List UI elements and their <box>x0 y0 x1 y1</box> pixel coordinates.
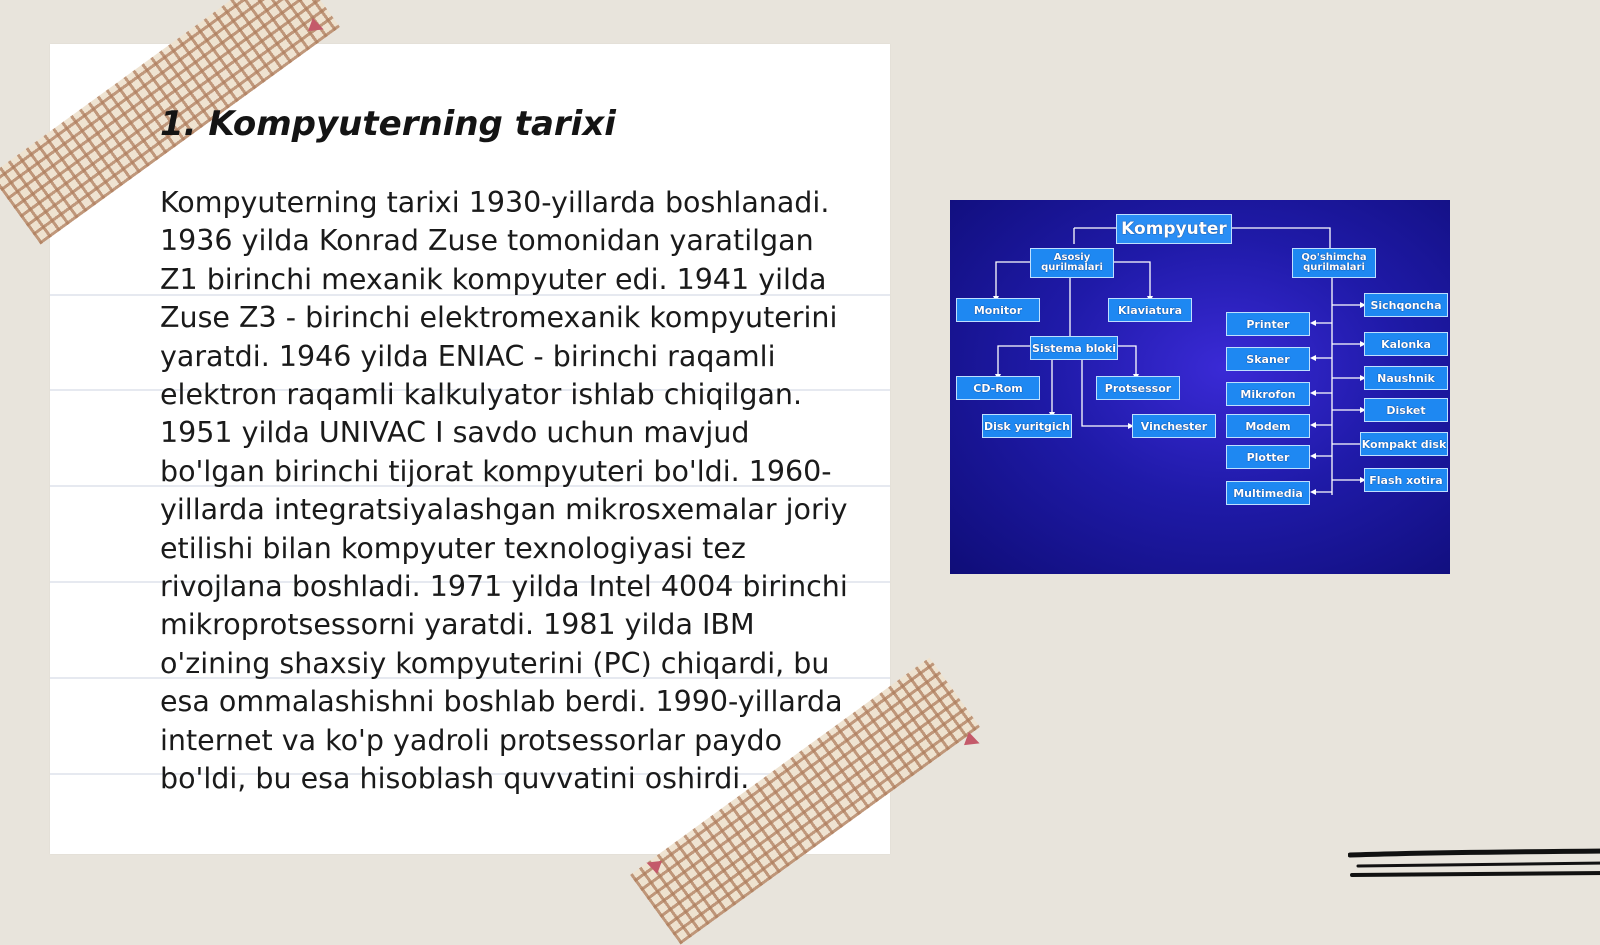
slide-title: 1. Kompyuterning tarixi <box>160 104 616 144</box>
diagram-node-right-device: Kalonka <box>1364 332 1448 356</box>
diagram-node-processor: Protsessor <box>1096 376 1180 400</box>
diagram-node-main-group: Asosiy qurilmalari <box>1030 248 1114 278</box>
diagram-node-right-device: Sichqoncha <box>1364 293 1448 317</box>
diagram-node-right-device: Naushnik <box>1364 366 1448 390</box>
diagram-node-cdrom: CD-Rom <box>956 376 1040 400</box>
diagram-node-left-device: Printer <box>1226 312 1310 336</box>
diagram-node-system-unit: Sistema bloki <box>1030 336 1118 360</box>
diagram-node-left-device: Modem <box>1226 414 1310 438</box>
slide-body-text: Kompyuterning tarixi 1930-yillarda boshlanadi. 1936 yilda Konrad Zuse tomonidan yaratilgan Z1 birinchi mexanik kompyuter edi. 1941 yilda Zuse Z3 - birinchi elektromexanik kompyuterini yaratdi. 1946 yilda ENIAC - birinchi raqamli elektron raqamli kalkulyator ishlab chiqilgan. 1951 yilda UNIVAC I savdo uchun mavjud bo'lgan birinchi tijorat kompyuteri bo'ldi. 1960-yillarda integratsiyalashgan mikrosxemalar joriy etilishi bilan kompyuter texnologiyasi tez rivojlana boshladi. 1971 yilda Intel 4004 birinchi mikroprotsessorni yaratdi. 1981 yilda IBM o'zining shaxsiy kompyuterini (PC) chiqardi, bu esa ommalashishni boshlab berdi. 1990-yillarda internet va ko'p yadroli protsessorlar paydo bo'ldi, bu esa hisoblash quvvatini oshirdi. <box>160 186 848 796</box>
diagram-node-right-device: Disket <box>1364 398 1448 422</box>
diagram-node-right-device: Flash xotira <box>1364 468 1448 492</box>
diagram-node-monitor: Monitor <box>956 298 1040 322</box>
brush-strokes-decoration <box>1348 848 1600 888</box>
diagram-node-left-device: Mikrofon <box>1226 382 1310 406</box>
diagram-node-left-device: Plotter <box>1226 445 1310 469</box>
diagram-node-left-device: Skaner <box>1226 347 1310 371</box>
diagram-node-keyboard: Klaviatura <box>1108 298 1192 322</box>
diagram-node-hdd: Vinchester <box>1132 414 1216 438</box>
diagram-node-right-device: Kompakt disk <box>1360 432 1448 456</box>
computer-devices-diagram <box>950 200 1450 574</box>
diagram-node-extra-group: Qo'shimcha qurilmalari <box>1292 248 1376 278</box>
diagram-node-left-device: Multimedia <box>1226 481 1310 505</box>
diagram-node-disk-drive: Disk yuritgich <box>982 414 1072 438</box>
tape-tip-icon <box>964 732 982 750</box>
diagram-node-root: Kompyuter <box>1116 214 1232 244</box>
